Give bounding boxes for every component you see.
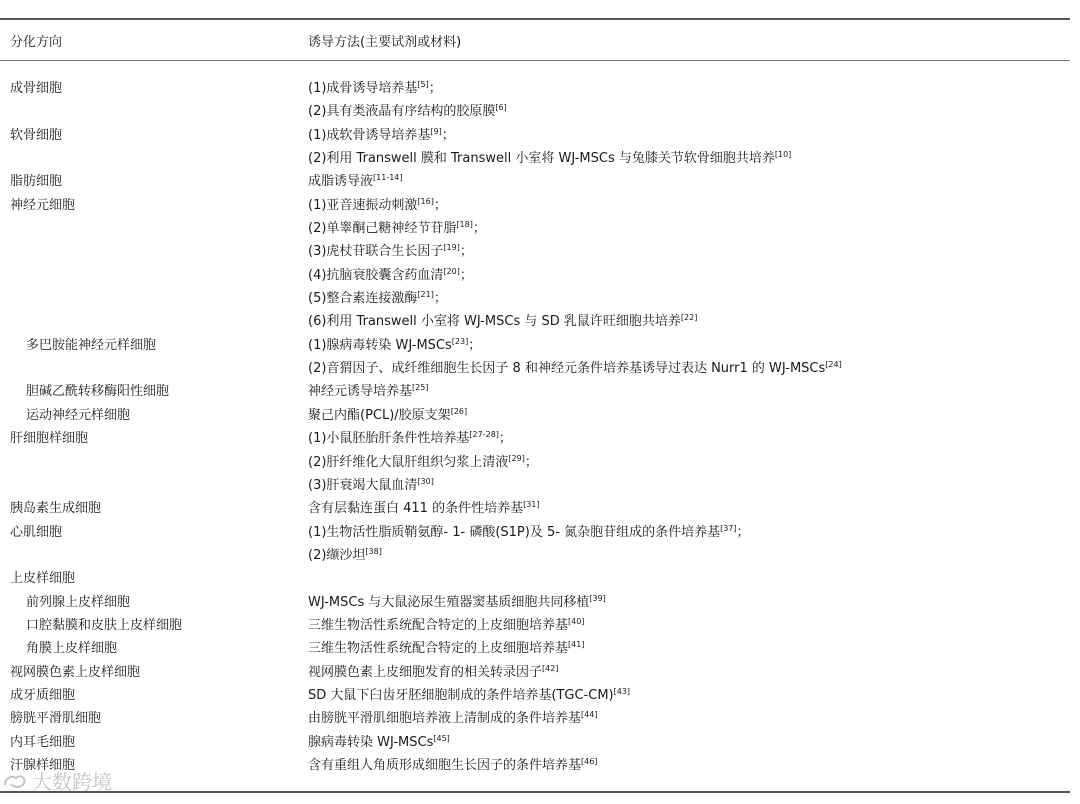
differentiation-direction-cell: 成牙质细胞 [10,687,76,703]
differentiation-direction-cell: 上皮样细胞 [10,571,76,587]
induction-method-cell [308,710,597,728]
method-punctuation: ； [459,267,473,283]
table-row [0,383,1080,406]
table-row [0,570,1080,593]
table-row [0,220,1080,243]
differentiation-direction-cell: 汗腺样细胞 [10,757,76,773]
method-punctuation: ； [441,127,455,143]
differentiation-direction-cell: 多巴胺能神经元样细胞 [26,337,157,353]
watermark-text: 大数跨境 [32,770,112,794]
differentiation-direction-cell: 胆碱乙酰转移酶阳性细胞 [26,384,170,400]
table-row [0,197,1080,220]
reference-superscript: [9] [430,126,442,136]
header-rule [0,60,1070,61]
method-text: (2)单睾酮己糖神经节苷脂 [308,221,457,237]
reference-superscript: [44] [581,710,598,720]
induction-method-cell [308,150,791,168]
induction-method-cell [308,290,447,308]
table-row [0,500,1080,523]
method-punctuation: ； [433,197,447,213]
differentiation-direction-cell: 脂肪细胞 [10,174,63,190]
table-row [0,80,1080,103]
induction-method-cell [308,477,434,495]
method-text: 由膀胱平滑肌细胞培养液上清制成的条件培养基 [308,711,582,727]
method-text: 成脂诱导液 [308,174,374,190]
induction-method-cell [308,103,507,121]
table-row [0,757,1080,780]
reference-superscript: [5] [417,80,429,89]
induction-method-cell [308,524,750,542]
reference-superscript: [10] [774,150,792,160]
induction-method-cell [308,243,473,261]
method-text: 神经元诱导培养基 [308,384,413,400]
table-row [0,150,1080,173]
table-bottom-rule [0,791,1070,793]
method-text: 三维生物活性系统配合特定的上皮细胞培养基 [308,617,569,633]
reference-superscript: [26] [450,406,468,416]
method-text: (6)利用 Transwell 小室将 WJ-MSCs 与 SD 乳鼠许旺细胞共培养 [308,314,681,330]
method-text: 腺病毒转染 WJ-MSCs [308,734,434,750]
differentiation-direction-cell: 前列腺上皮样细胞 [26,594,131,610]
reference-superscript: [23] [451,336,469,346]
reference-superscript: [42] [542,663,559,673]
reference-superscript: [37] [720,523,737,533]
method-text: (2)音猬因子、成纤维细胞生长因子 8 和神经元条件培养基诱导过表达 Nurr1 的 WJ-MSCs [308,361,826,377]
method-text: (1)小鼠胚胎肝条件性培养基 [308,431,470,447]
method-text: 三维生物活性系统配合特定的上皮细胞培养基 [308,641,569,657]
method-punctuation: ； [472,221,486,237]
method-text: (1)亚音速振动刺激 [308,197,418,213]
table-row [0,454,1080,477]
induction-method-cell [308,547,382,565]
method-text: (3)肝衰竭大鼠血清 [308,477,418,493]
reference-superscript: [25] [412,383,429,393]
table-row [0,594,1080,617]
method-text: (4)抗脑衰胶囊含药血清 [308,267,444,283]
induction-method-cell [308,757,597,775]
induction-method-cell [308,197,447,215]
method-punctuation: ； [459,244,473,260]
induction-method-cell [308,220,486,238]
method-punctuation: ； [468,337,482,353]
differentiation-direction-cell: 成骨细胞 [10,81,63,96]
reference-superscript: [45] [433,733,450,743]
table-top-rule [0,18,1070,20]
table-row [0,103,1080,126]
method-text: 聚己内酯(PCL)/胶原支架 [308,407,451,423]
reference-superscript: [38] [365,546,382,556]
induction-method-cell [308,337,481,355]
method-text: (2)缬沙坦 [308,547,366,563]
induction-method-cell [308,127,455,145]
method-punctuation: ； [428,81,442,96]
differentiation-direction-cell: 内耳毛细胞 [10,734,76,750]
table-row [0,664,1080,687]
reference-superscript: [22] [680,313,698,323]
reference-superscript: [19] [443,243,460,253]
reference-superscript: [18] [456,220,473,230]
table-row [0,243,1080,266]
induction-method-cell [308,594,606,612]
method-punctuation: ； [433,291,447,307]
induction-method-cell [308,80,442,98]
column-header-method: 诱导方法(主要试剂或材料) [308,35,462,50]
table-row [0,313,1080,336]
table-row [0,173,1080,196]
induction-method-cell [308,454,538,472]
differentiation-direction-cell: 口腔黏膜和皮肤上皮样细胞 [26,617,183,633]
method-text: WJ-MSCs 与大鼠泌尿生殖器窦基质细胞共同移植 [308,594,590,610]
method-text: (1)成骨诱导培养基 [308,81,418,96]
induction-method-cell [308,430,512,448]
table-row [0,477,1080,500]
induction-method-cell [308,664,558,682]
logo-icon [2,772,28,792]
reference-superscript: [41] [568,640,585,650]
method-text: 视网膜色素上皮细胞发育的相关转录因子 [308,664,543,680]
column-header-direction: 分化方向 [10,35,63,50]
table-row [0,337,1080,360]
differentiation-direction-cell: 运动神经元样细胞 [26,407,131,423]
table-row [0,687,1080,710]
induction-method-cell [308,687,630,705]
differentiation-direction-cell: 心肌细胞 [10,524,63,540]
induction-method-cell [308,267,473,285]
reference-superscript: [31] [523,500,540,510]
table-row [0,617,1080,640]
method-punctuation: ； [524,454,538,470]
reference-superscript: [29] [508,453,525,463]
reference-superscript: [43] [613,686,631,696]
table-row [0,407,1080,430]
induction-method-cell [308,173,403,191]
induction-method-cell [308,500,540,518]
table-row [0,640,1080,663]
reference-superscript: [16] [417,196,434,206]
watermark [2,770,112,794]
induction-method-cell [308,313,697,331]
table-row [0,127,1080,150]
induction-method-cell [308,617,584,635]
method-text: 含有重组人角质形成细胞生长因子的条件培养基 [308,757,582,773]
table-row [0,290,1080,313]
reference-superscript: [40] [568,616,585,626]
method-text: (2)具有类液晶有序结构的胶原膜 [308,104,496,120]
reference-superscript: [39] [589,593,606,603]
method-punctuation: ； [498,431,512,447]
table-row [0,547,1080,570]
induction-method-cell [308,407,467,425]
induction-method-cell [308,360,842,378]
table-row [0,734,1080,757]
method-text: (2)利用 Transwell 膜和 Transwell 小室将 WJ-MSCs 与兔膝关节软骨细胞共培养 [308,151,775,167]
differentiation-direction-cell: 胰岛素生成细胞 [10,501,102,517]
method-text: SD 大鼠下臼齿牙胚细胞制成的条件培养基(TGC-CM) [308,687,614,703]
reference-superscript: [6] [495,103,507,113]
differentiation-direction-cell: 软骨细胞 [10,127,63,143]
differentiation-direction-cell: 神经元细胞 [10,197,76,213]
method-text: (3)虎杖苷联合生长因子 [308,244,444,260]
table-row [0,360,1080,383]
differentiation-direction-cell: 视网膜色素上皮样细胞 [10,664,141,680]
reference-superscript: [46] [581,756,598,766]
method-text: 含有层黏连蛋白 411 的条件性培养基 [308,501,524,517]
induction-method-cell [308,383,428,401]
reference-superscript: [20] [443,266,460,276]
induction-method-cell [308,734,450,752]
method-text: (1)成软骨诱导培养基 [308,127,431,143]
table-body [0,80,1080,780]
reference-superscript: [30] [417,476,434,486]
induction-method-cell [308,640,584,658]
reference-superscript: [27-28] [469,430,499,440]
method-punctuation: ； [736,524,750,540]
differentiation-direction-cell: 角膜上皮样细胞 [26,641,118,657]
method-text: (2)肝纤维化大鼠肝组织匀浆上清液 [308,454,509,470]
differentiation-direction-cell: 膀胱平滑肌细胞 [10,711,102,727]
table-row [0,710,1080,733]
differentiation-direction-cell: 肝细胞样细胞 [10,431,89,447]
method-text: (5)整合素连接激酶 [308,291,418,307]
method-text: (1)腺病毒转染 WJ-MSCs [308,337,452,353]
reference-superscript: [21] [417,290,434,300]
reference-superscript: [24] [825,360,842,370]
method-text: (1)生物活性脂质鞘氨醇- 1- 磷酸(S1P)及 5- 氮杂胞苷组成的条件培养基 [308,524,721,540]
reference-superscript: [11-14] [373,173,403,183]
table-row [0,524,1080,547]
table-row [0,267,1080,290]
table-row [0,430,1080,453]
